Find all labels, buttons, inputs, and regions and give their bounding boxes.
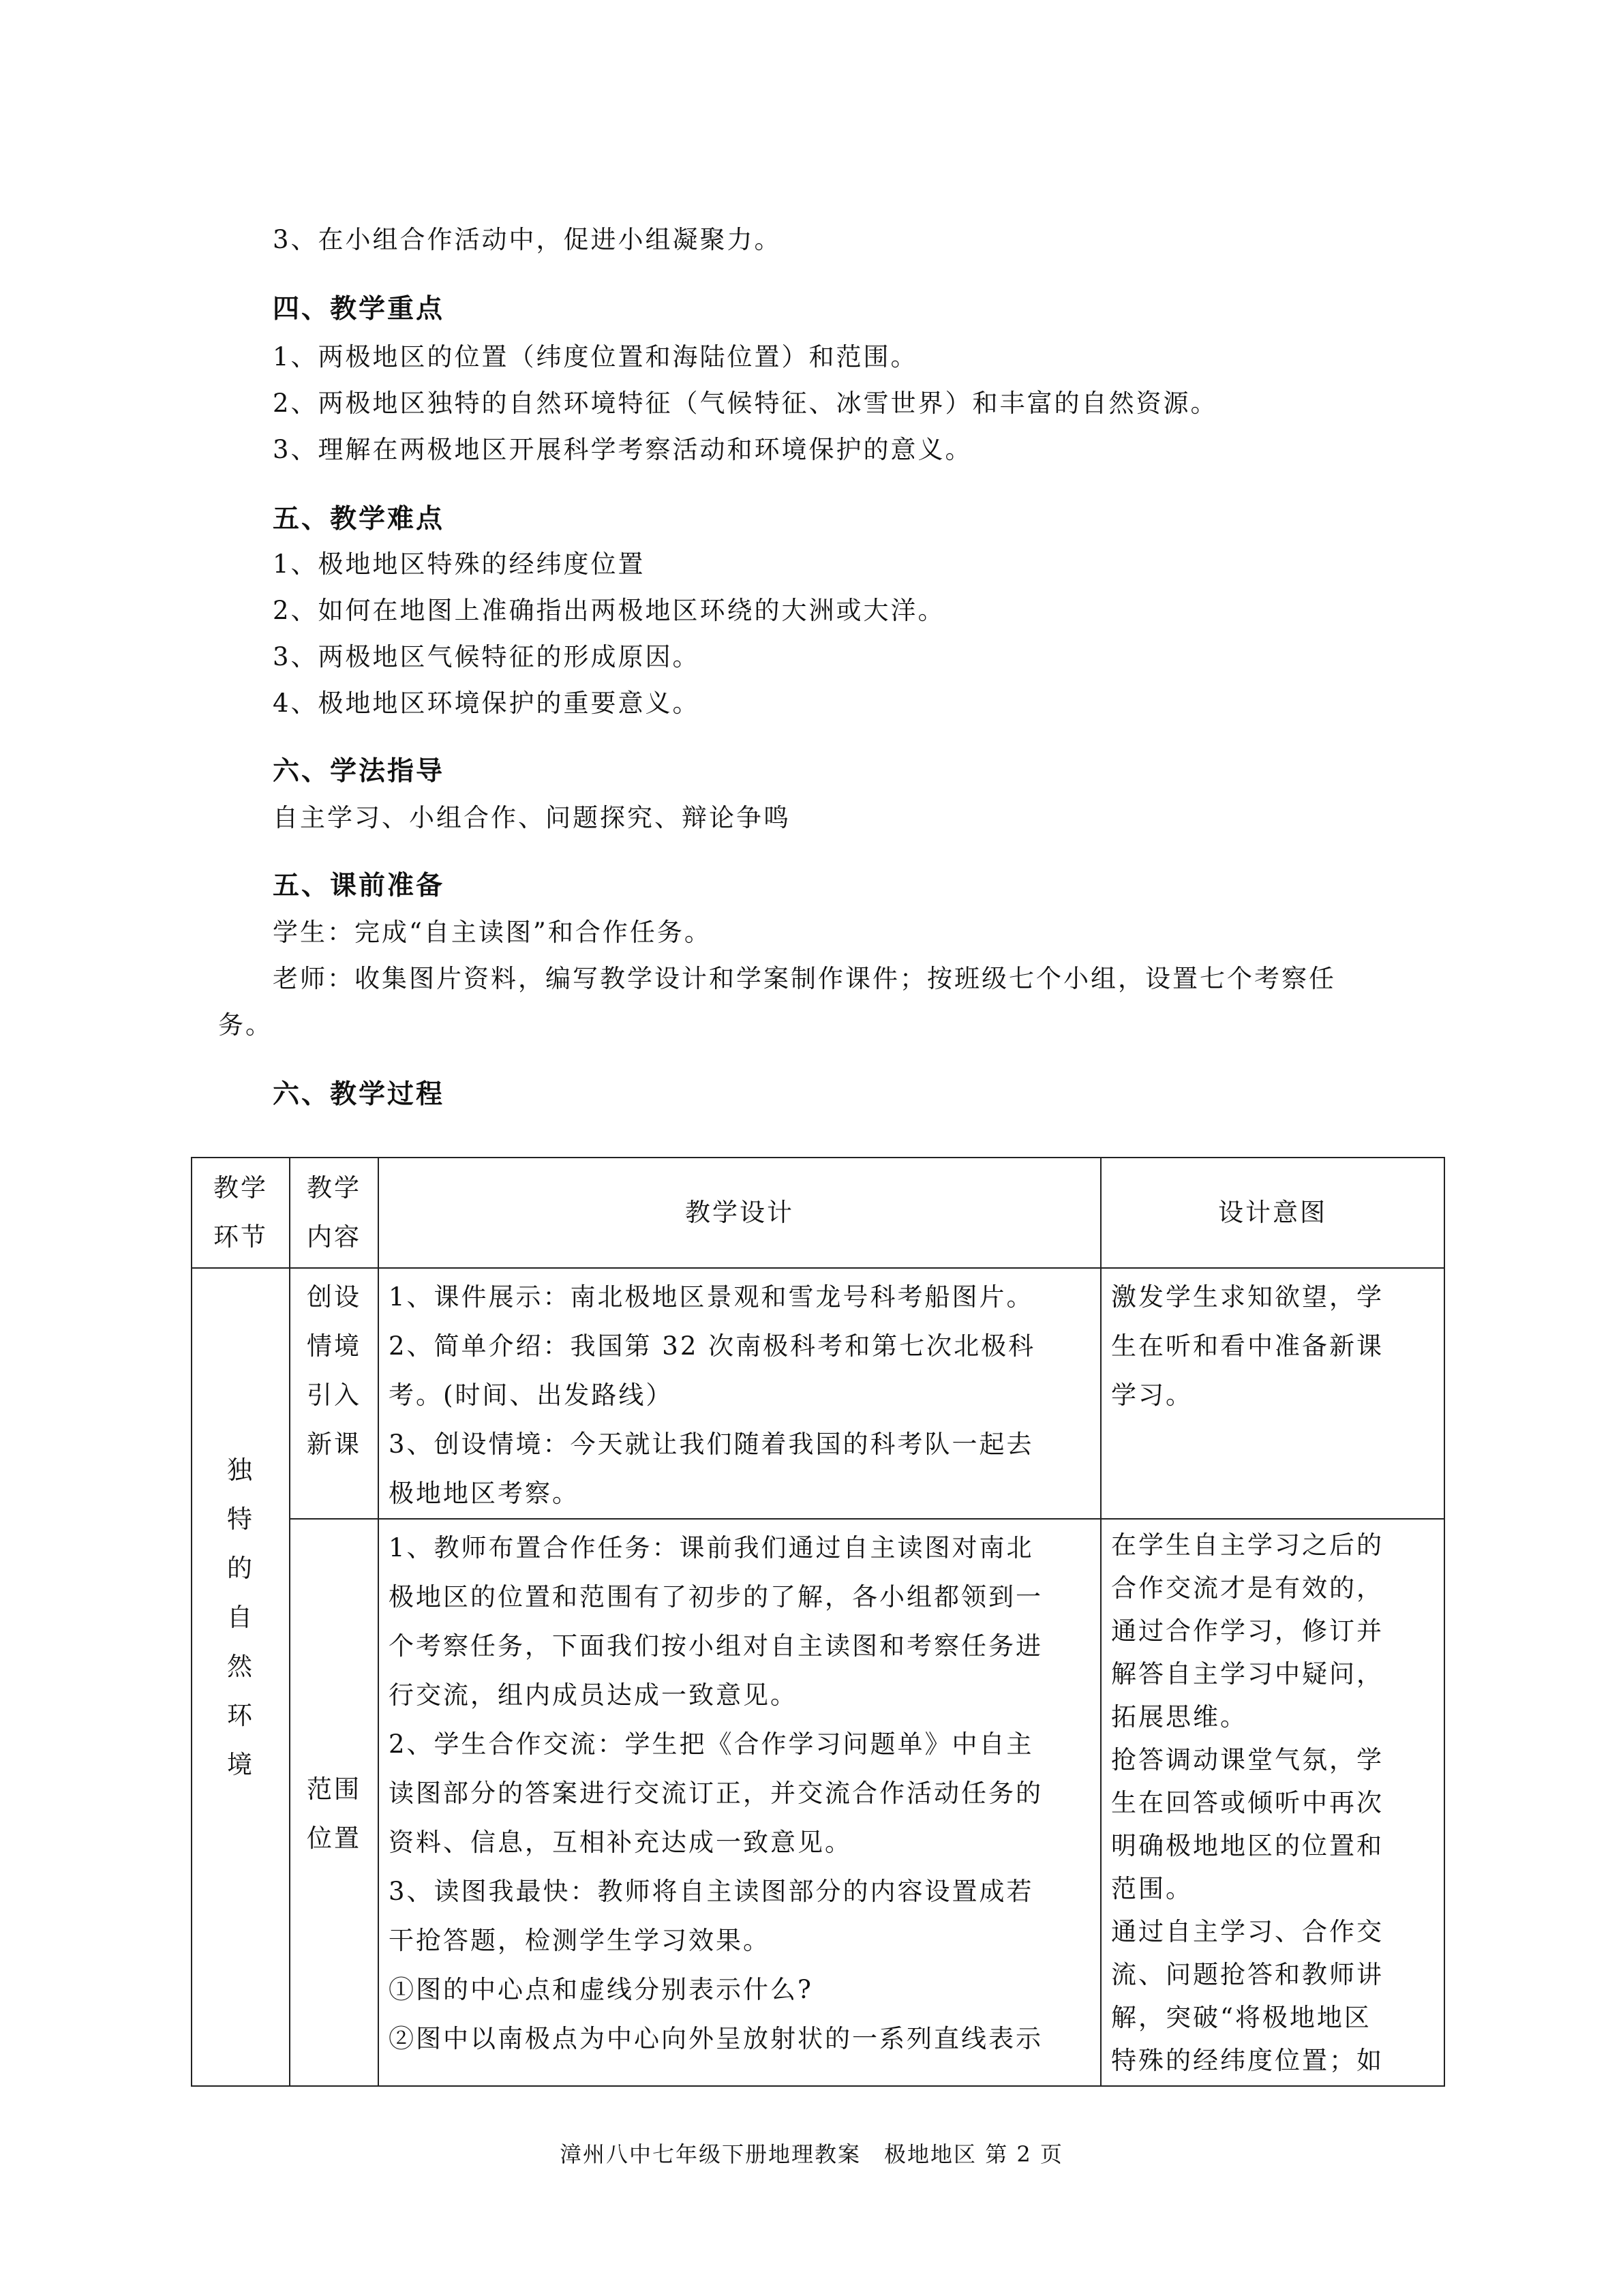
preparation-student: 学生：完成“自主读图”和合作任务。 xyxy=(273,918,712,947)
difficulty-item: 3、两极地区气候特征的形成原因。 xyxy=(273,642,700,671)
process-heading: 六、教学过程 xyxy=(273,1079,445,1110)
table-row xyxy=(192,1519,1444,2086)
intent-cell-intro: 激发学生求知欲望，学 生在听和看中准备新课 学习。 xyxy=(1101,1268,1444,1519)
method-heading: 六、学法指导 xyxy=(273,756,445,787)
stage-cell: 独 特 的 自 然 环 境 xyxy=(192,1268,290,2086)
preparation-teacher-cont: 务。 xyxy=(218,1010,273,1040)
design-cell-scope: 1、教师布置合作任务：课前我们通过自主读图对南北 极地区的位置和范围有了初步的了解，各小组都领到一 个考察任务，下面我们按小组对自主读图和考察任务进 行交流，组内成员达成一致意见。 2、学生合作交流：学生把《合作学习问题单》中自主 读图部分的答案进行交流订正，并交流合作活动任务的 资料、信息，互相补充达成一致意见。 3、读图我最快：教师将自主读图部分的内容设置成若 干抢答题，检测学生学习效果。 ①图的中心点和虚线分别表示什么? ②图中以南极点为中心向外呈放射状的一系列直线表示 xyxy=(378,1519,1101,2086)
header-intent: 设计意图 xyxy=(1101,1158,1444,1268)
key-point-item: 3、理解在两极地区开展科学考察活动和环境保护的意义。 xyxy=(273,435,973,464)
table-row xyxy=(192,1268,1444,1519)
difficulty-item: 1、极地地区特殊的经纬度位置 xyxy=(273,549,646,579)
key-point-item: 2、两极地区独特的自然环境特征（气候特征、冰雪世界）和丰富的自然资源。 xyxy=(273,389,1218,418)
objective-item-3: 3、在小组合作活动中，促进小组凝聚力。 xyxy=(273,225,782,254)
preparation-heading: 五、课前准备 xyxy=(273,871,445,901)
preparation-teacher: 老师：收集图片资料，编写教学设计和学案制作课件；按班级七个小组，设置七个考察任 xyxy=(273,964,1336,993)
intent-cell-scope: 在学生自主学习之后的 合作交流才是有效的， 通过合作学习，修订并 解答自主学习中疑问， 拓展思维。 抢答调动课堂气氛，学 生在回答或倾听中再次 明确极地地区的位置和 范围。 通过自主学习、合作交 流、问题抢答和教师讲 解，突破“将极地地区 特殊的经纬度位置；如 xyxy=(1101,1519,1444,2086)
header-stage: 教学 环节 xyxy=(192,1158,290,1268)
difficulties-heading: 五、教学难点 xyxy=(273,504,445,534)
content-cell-intro: 创设 情境 引入 新课 xyxy=(290,1268,378,1519)
key-point-item: 1、两极地区的位置（纬度位置和海陆位置）和范围。 xyxy=(273,342,918,372)
content-cell-scope: 范围 位置 xyxy=(290,1519,378,2086)
design-cell-intro: 1、课件展示：南北极地区景观和雪龙号科考船图片。 2、简单介绍：我国第 32 次南极科考和第七次北极科 考。(时间、出发路线） 3、创设情境：今天就让我们随着我国的科考队一起去 极地地区考察。 xyxy=(378,1268,1101,1519)
header-content: 教学 内容 xyxy=(290,1158,378,1268)
key-points-heading: 四、教学重点 xyxy=(273,294,445,324)
teaching-process-table xyxy=(191,1157,1445,2087)
page-footer: 漳州八中七年级下册地理教案 极地地区 第 2 页 xyxy=(560,2141,1063,2167)
difficulty-item: 2、如何在地图上准确指出两极地区环绕的大洲或大洋。 xyxy=(273,596,945,625)
method-text: 自主学习、小组合作、问题探究、辩论争鸣 xyxy=(273,803,791,832)
difficulty-item: 4、极地地区环境保护的重要意义。 xyxy=(273,689,700,718)
header-design: 教学设计 xyxy=(378,1158,1101,1268)
table-header-row xyxy=(192,1158,1444,1268)
